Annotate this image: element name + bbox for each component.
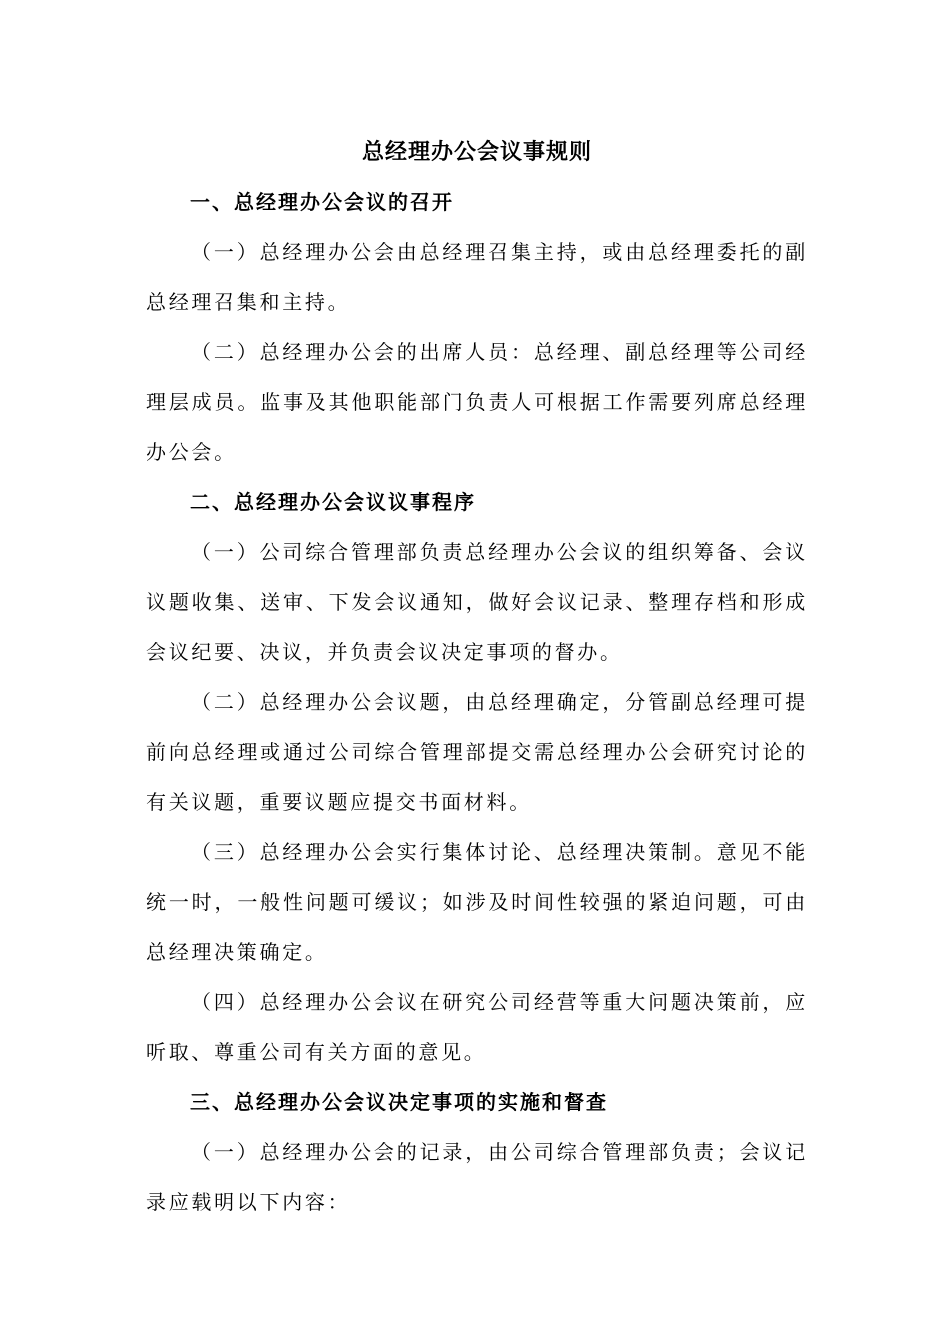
section-3	[146, 1077, 808, 1227]
section-2	[146, 477, 808, 1077]
paragraph: （二）总经理办公会议题，由总经理确定，分管副总经理可提前向总经理或通过公司综合管理部提交需总经理办公会研究讨论的有关议题，重要议题应提交书面材料。	[146, 690, 808, 814]
paragraph: （一）总经理办公会由总经理召集主持，或由总经理委托的副总经理召集和主持。	[146, 240, 808, 314]
section-1	[146, 177, 808, 477]
section-heading: 二、总经理办公会议议事程序	[190, 490, 476, 514]
document-title: 总经理办公会议事规则	[361, 139, 592, 165]
paragraph: （三）总经理办公会实行集体讨论、总经理决策制。意见不能统一时，一般性问题可缓议；如涉及时间性较强的紧迫问题，可由总经理决策确定。	[146, 840, 808, 964]
document-page	[146, 127, 808, 1227]
paragraph: （四）总经理办公会议在研究公司经营等重大问题决策前，应听取、尊重公司有关方面的意见。	[146, 990, 808, 1064]
paragraph: （二）总经理办公会的出席人员：总经理、副总经理等公司经理层成员。监事及其他职能部门负责人可根据工作需要列席总经理办公会。	[146, 340, 808, 464]
paragraph: （一）总经理办公会的记录，由公司综合管理部负责；会议记录应载明以下内容：	[146, 1140, 808, 1214]
paragraph: （一）公司综合管理部负责总经理办公会议的组织筹备、会议议题收集、送审、下发会议通知，做好会议记录、整理存档和形成会议纪要、决议，并负责会议决定事项的督办。	[146, 540, 808, 664]
section-heading: 三、总经理办公会议决定事项的实施和督查	[190, 1090, 608, 1114]
section-heading: 一、总经理办公会议的召开	[190, 190, 454, 214]
